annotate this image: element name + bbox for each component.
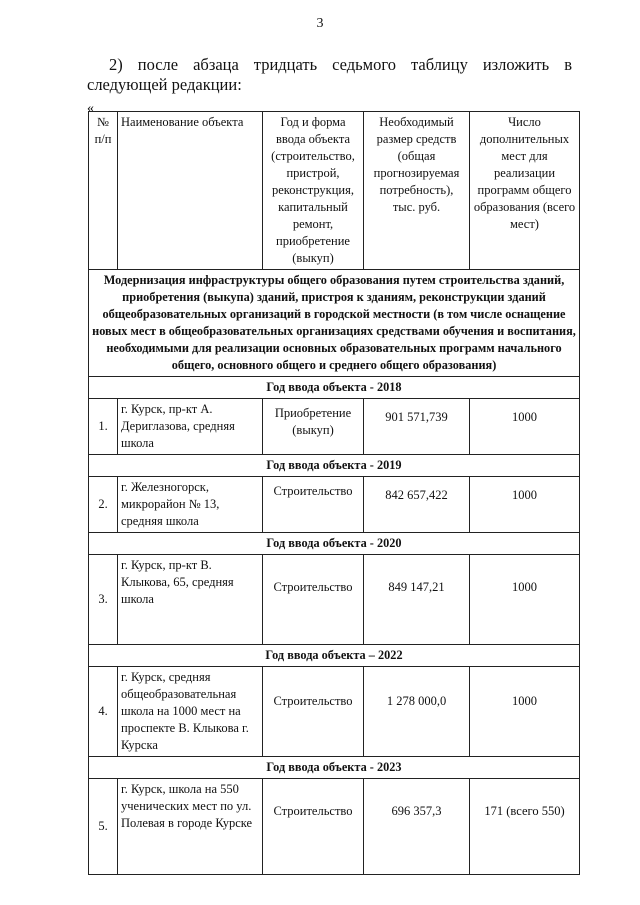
year-label: Год ввода объекта - 2023: [89, 757, 580, 779]
table-header-row: [89, 112, 580, 270]
row-places: 1000: [470, 667, 580, 757]
page-number: 3: [316, 16, 324, 31]
objects-table: [88, 111, 580, 875]
header-form: Год и форма ввода объекта (строительство, пристрой, реконструкция, капитальный ремонт, приобретение (выкуп): [263, 112, 364, 270]
row-name: г. Железногорск, микрорайон № 13, средняя школа: [118, 477, 263, 533]
row-name: г. Курск, пр-кт В. Клыкова, 65, средняя школа: [118, 555, 263, 645]
row-name: г. Курск, средняя общеобразовательная школа на 1000 мест на проспекте В. Клыкова г. Курска: [118, 667, 263, 757]
row-places: 171 (всего 550): [470, 779, 580, 875]
row-num: 1.: [89, 399, 118, 455]
year-label: Год ввода объекта - 2018: [89, 377, 580, 399]
table-row: [89, 667, 580, 757]
table-row: [89, 399, 580, 455]
row-name: г. Курск, школа на 550 ученических мест по ул. Полевая в городе Курске: [118, 779, 263, 875]
row-num: 4.: [89, 667, 118, 757]
year-row: [89, 455, 580, 477]
year-row: [89, 645, 580, 667]
row-cost: 696 357,3: [364, 779, 470, 875]
year-row: [89, 533, 580, 555]
table-row: [89, 555, 580, 645]
row-form: Строительство: [263, 477, 364, 533]
row-form: Строительство: [263, 779, 364, 875]
table-row: [89, 779, 580, 875]
row-num: 3.: [89, 555, 118, 645]
year-label: Год ввода объекта - 2019: [89, 455, 580, 477]
row-cost: 849 147,21: [364, 555, 470, 645]
row-places: 1000: [470, 477, 580, 533]
row-form: Приобретение (выкуп): [263, 399, 364, 455]
row-places: 1000: [470, 555, 580, 645]
row-form: Строительство: [263, 555, 364, 645]
header-num: № п/п: [89, 112, 118, 270]
section-title: Модернизация инфраструктуры общего образования путем строительства зданий, приобретения (выкупа) зданий, пристроя к зданиям, реконструкции зданий общеобразовательных организаций в городской местности (в том числе оснащение новых мест в общеобразовательных организациях средствами обучения и воспитания, необходимыми для реализации основных образовательных программ начального общего, основного общего и среднего общего образования): [89, 270, 580, 377]
row-num: 5.: [89, 779, 118, 875]
row-cost: 842 657,422: [364, 477, 470, 533]
row-places: 1000: [470, 399, 580, 455]
header-places: Число дополнительных мест для реализации программ общего образования (всего мест): [470, 112, 580, 270]
row-num: 2.: [89, 477, 118, 533]
row-form: Строительство: [263, 667, 364, 757]
row-cost: 901 571,739: [364, 399, 470, 455]
row-name: г. Курск, пр-кт А. Дериглазова, средняя школа: [118, 399, 263, 455]
table-row: [89, 477, 580, 533]
year-row: [89, 757, 580, 779]
year-label: Год ввода объекта - 2020: [89, 533, 580, 555]
row-cost: 1 278 000,0: [364, 667, 470, 757]
section-title-row: [89, 270, 580, 377]
year-row: [89, 377, 580, 399]
opening-quote: «: [87, 101, 94, 116]
year-label: Год ввода объекта – 2022: [89, 645, 580, 667]
header-name: Наименование объекта: [118, 112, 263, 270]
intro-paragraph: 2) после абзаца тридцать седьмого таблицу изложить в следующей редакции:: [87, 55, 572, 94]
header-cost: Необходимый размер средств (общая прогнозируемая потребность), тыс. руб.: [364, 112, 470, 270]
